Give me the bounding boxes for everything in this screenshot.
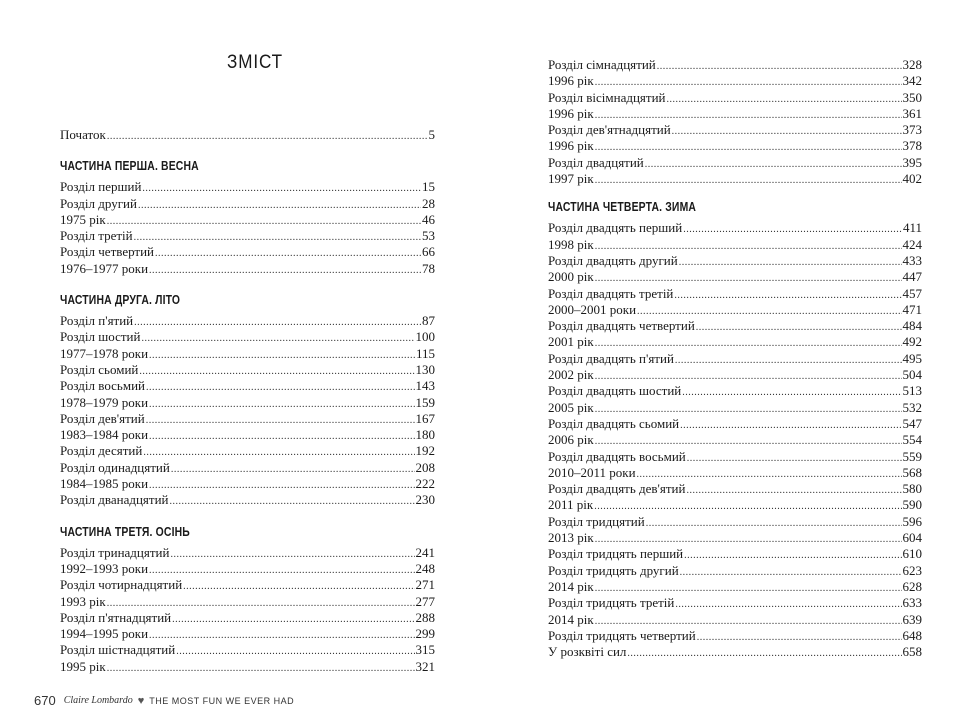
toc-entry-title: Розділ перший — [60, 179, 142, 195]
spacer — [60, 143, 435, 157]
toc-entry — [548, 334, 922, 350]
toc-entry-page: 633 — [902, 595, 922, 611]
toc-entry — [60, 329, 435, 345]
toc-entry-page: 159 — [415, 394, 435, 410]
toc-entry — [548, 481, 922, 497]
toc-entry — [60, 577, 435, 593]
toc-entry-page: 639 — [902, 611, 922, 627]
toc-entry-title: Розділ двадцять шостий — [548, 383, 682, 399]
toc-leader-dots — [675, 595, 901, 611]
part-heading: ЧАСТИНА ЧЕТВЕРТА. ЗИМА — [548, 199, 697, 215]
toc-leader-dots — [146, 378, 415, 394]
toc-leader-dots — [134, 313, 421, 329]
toc-entry-title: Розділ восьмий — [60, 378, 145, 394]
toc-leader-dots — [138, 196, 421, 212]
toc-entry-title: Розділ чотирнадцятий — [60, 577, 183, 593]
toc-entry — [60, 492, 435, 508]
toc-entry — [60, 362, 435, 378]
toc-entry-title: 1997 рік — [548, 171, 594, 187]
toc-leader-dots — [134, 228, 421, 244]
toc-entry-page: 361 — [902, 105, 922, 121]
toc-entry — [548, 628, 922, 644]
toc-leader-dots — [595, 579, 902, 595]
toc-entry-page: 299 — [415, 626, 435, 642]
toc-entry — [548, 302, 922, 318]
toc-leader-dots — [107, 127, 428, 143]
toc-entry — [548, 563, 922, 579]
toc-entry-title: 2005 рік — [548, 399, 594, 415]
toc-entry-page: 192 — [415, 443, 435, 459]
toc-entry-title: Розділ тридцятий — [548, 513, 645, 529]
toc-leader-dots — [149, 476, 414, 492]
toc-entry-page: 288 — [415, 609, 435, 625]
toc-entry — [60, 443, 435, 459]
toc-entry-title: Розділ другий — [60, 195, 137, 211]
toc-leader-dots — [696, 318, 902, 334]
toc-leader-dots — [170, 545, 414, 561]
toc-leader-dots — [149, 261, 421, 277]
right-toc-column — [548, 57, 922, 660]
toc-leader-dots — [149, 395, 414, 411]
toc-entry — [548, 514, 922, 530]
toc-entry — [60, 313, 435, 329]
toc-entry-page: 53 — [422, 228, 435, 244]
toc-entry-page: 628 — [902, 578, 922, 594]
toc-entry-title: 1984–1985 роки — [60, 476, 149, 492]
toc-entry — [548, 138, 922, 154]
toc-entry — [60, 346, 435, 362]
toc-leader-dots — [149, 346, 415, 362]
spacer — [548, 187, 922, 198]
toc-leader-dots — [595, 138, 902, 154]
toc-entry-page: 5 — [428, 127, 435, 142]
left-toc-column — [60, 127, 435, 675]
toc-entry-page: 596 — [902, 513, 922, 529]
toc-entry — [548, 644, 922, 660]
toc-entry-title: Розділ тридцять перший — [548, 546, 684, 562]
toc-entry-page: 580 — [902, 481, 922, 497]
toc-entry-title: 2013 рік — [548, 530, 594, 546]
toc-leader-dots — [146, 411, 415, 427]
toc-entry-title: Розділ тринадцятий — [60, 544, 170, 560]
toc-entry — [60, 261, 435, 277]
toc-entry-title: 2011 рік — [548, 497, 594, 513]
toc-entry-page: 547 — [902, 415, 922, 431]
toc-leader-dots — [595, 237, 902, 253]
toc-leader-dots — [107, 659, 415, 675]
toc-leader-dots — [646, 514, 902, 530]
toc-entry-title: Розділ шостий — [60, 329, 141, 345]
toc-entry — [548, 318, 922, 334]
toc-leader-dots — [172, 610, 414, 626]
toc-entry-title: Розділ двадцять перший — [548, 220, 683, 236]
toc-entry-title: Розділ двадцять дев'ятий — [548, 481, 686, 497]
toc-entry-title: Розділ вісімнадцятий — [548, 89, 666, 105]
toc-entry — [548, 367, 922, 383]
spacer — [60, 277, 435, 291]
toc-leader-dots — [595, 269, 902, 285]
toc-leader-dots — [171, 460, 415, 476]
toc-entry-page: 222 — [415, 476, 435, 492]
toc-leader-dots — [680, 563, 902, 579]
toc-leader-dots — [672, 122, 902, 138]
toc-leader-dots — [595, 106, 902, 122]
toc-entry-title: Розділ дев'ятнадцятий — [548, 122, 671, 138]
toc-entry-page: 604 — [902, 530, 922, 546]
toc-entry-page: 350 — [902, 89, 922, 105]
toc-entry — [548, 416, 922, 432]
toc-leader-dots — [595, 334, 902, 350]
toc-entry-title: Розділ дванадцятий — [60, 492, 169, 508]
toc-leader-dots — [595, 73, 902, 89]
toc-entry-title: Розділ п'ятнадцятий — [60, 609, 172, 625]
toc-entry-page: 28 — [422, 195, 435, 211]
toc-entry — [60, 610, 435, 626]
toc-entry — [60, 545, 435, 561]
toc-leader-dots — [141, 329, 414, 345]
toc-entry — [548, 73, 922, 89]
toc-leader-dots — [683, 220, 902, 236]
toc-leader-dots — [594, 497, 901, 513]
toc-entry-title: Початок — [60, 127, 106, 142]
toc-entry — [548, 57, 922, 73]
toc-entry-title: 1995 рік — [60, 658, 106, 674]
toc-entry — [548, 253, 922, 269]
toc-entry-title: Розділ сьомий — [60, 361, 139, 377]
toc-entry-title: Розділ двадцять третій — [548, 285, 674, 301]
toc-entry-page: 484 — [902, 318, 922, 334]
toc-entry — [548, 106, 922, 122]
toc-entry-page: 143 — [415, 378, 435, 394]
toc-entry-page: 328 — [902, 57, 922, 72]
toc-leader-dots — [595, 171, 902, 187]
toc-entry-page: 424 — [902, 236, 922, 252]
toc-entry-page: 277 — [415, 593, 435, 609]
toc-entry — [60, 127, 435, 143]
toc-entry-page: 554 — [902, 432, 922, 448]
toc-leader-dots — [687, 449, 902, 465]
toc-entry-title: Розділ десятий — [60, 443, 143, 459]
toc-leader-dots — [595, 400, 902, 416]
toc-leader-dots — [684, 546, 901, 562]
toc-entry-page: 230 — [415, 492, 435, 508]
toc-entry-page: 590 — [902, 497, 922, 513]
toc-entry-title: 2001 рік — [548, 334, 594, 350]
toc-entry-page: 321 — [415, 658, 435, 674]
toc-entry-page: 373 — [902, 122, 922, 138]
toc-entry-page: 532 — [902, 399, 922, 415]
toc-leader-dots — [637, 302, 901, 318]
toc-entry-page: 623 — [902, 562, 922, 578]
toc-entry-title: 2006 рік — [548, 432, 594, 448]
toc-entry-page: 241 — [415, 544, 435, 560]
toc-leader-dots — [697, 628, 902, 644]
toc-entry-title: 2010–2011 роки — [548, 464, 636, 480]
toc-leader-dots — [149, 427, 414, 443]
toc-entry-page: 208 — [415, 459, 435, 475]
toc-entry-title: 1983–1984 роки — [60, 427, 149, 443]
toc-entry-page: 492 — [902, 334, 922, 350]
toc-entry — [548, 579, 922, 595]
toc-entry-title: 1993 рік — [60, 593, 106, 609]
toc-entry — [60, 212, 435, 228]
toc-leader-dots — [595, 530, 902, 546]
toc-leader-dots — [637, 465, 902, 481]
toc-leader-dots — [595, 432, 902, 448]
toc-entry-title: Розділ сімнадцятий — [548, 57, 656, 72]
toc-entry-page: 471 — [902, 301, 922, 317]
toc-entry-page: 46 — [422, 211, 435, 227]
toc-leader-dots — [107, 212, 421, 228]
toc-entry-page: 15 — [422, 179, 435, 195]
toc-entry-title: Розділ двадцятий — [548, 154, 644, 170]
toc-entry-page: 658 — [902, 644, 922, 660]
toc-entry-title: Розділ тридцять третій — [548, 595, 675, 611]
toc-entry — [548, 237, 922, 253]
toc-entry-page: 495 — [902, 350, 922, 366]
toc-entry-page: 315 — [415, 642, 435, 658]
toc-entry-page: 447 — [902, 269, 922, 285]
toc-entry — [548, 595, 922, 611]
toc-entry — [548, 220, 922, 236]
toc-entry-title: 1996 рік — [548, 73, 594, 89]
toc-entry-page: 130 — [415, 361, 435, 377]
toc-entry — [60, 460, 435, 476]
toc-entry-page: 167 — [415, 410, 435, 426]
heart-icon: ♥ — [137, 694, 145, 707]
toc-entry-page: 457 — [902, 285, 922, 301]
toc-entry — [548, 383, 922, 399]
toc-entry — [60, 594, 435, 610]
toc-entry — [60, 659, 435, 675]
toc-entry — [60, 427, 435, 443]
toc-entry — [60, 642, 435, 658]
toc-leader-dots — [675, 351, 902, 367]
toc-entry — [548, 155, 922, 171]
toc-entry — [548, 465, 922, 481]
contents-title: ЗМІСТ — [226, 52, 284, 73]
toc-entry-page: 87 — [422, 313, 435, 329]
toc-entry-title: Розділ двадцять п'ятий — [548, 350, 674, 366]
toc-leader-dots — [595, 367, 902, 383]
toc-entry — [60, 626, 435, 642]
toc-entry — [548, 546, 922, 562]
toc-entry-page: 115 — [415, 345, 435, 361]
toc-entry — [60, 179, 435, 195]
toc-entry — [60, 476, 435, 492]
toc-entry — [548, 432, 922, 448]
toc-entry-title: 2000 рік — [548, 269, 594, 285]
toc-entry — [60, 411, 435, 427]
toc-entry-title: 1998 рік — [548, 236, 594, 252]
toc-leader-dots — [680, 416, 901, 432]
toc-entry-page: 342 — [902, 73, 922, 89]
toc-entry-page: 180 — [415, 427, 435, 443]
toc-entry — [548, 449, 922, 465]
toc-entry-page: 504 — [902, 367, 922, 383]
toc-entry-page: 402 — [902, 171, 922, 187]
toc-entry-title: 1994–1995 роки — [60, 626, 149, 642]
footer-book-title: THE MOST FUN WE EVER HAD — [149, 695, 295, 706]
toc-leader-dots — [686, 481, 901, 497]
toc-leader-dots — [595, 612, 902, 628]
footer-author: Claire Lombardo — [63, 695, 133, 706]
right-page — [490, 0, 980, 726]
page-footer — [34, 693, 294, 708]
toc-entry-page: 610 — [902, 546, 922, 562]
toc-entry-title: У розквіті сил — [548, 644, 627, 660]
spacer — [60, 509, 435, 523]
toc-leader-dots — [170, 492, 415, 508]
toc-entry-page: 648 — [902, 627, 922, 643]
toc-leader-dots — [149, 626, 414, 642]
toc-entry — [548, 269, 922, 285]
toc-entry-page: 433 — [902, 252, 922, 268]
toc-entry-title: Розділ тридцять другий — [548, 562, 679, 578]
toc-entry-page: 271 — [415, 577, 435, 593]
toc-entry — [548, 530, 922, 546]
toc-entry-title: Розділ третій — [60, 228, 133, 244]
toc-leader-dots — [176, 642, 414, 658]
toc-entry — [60, 561, 435, 577]
part-heading: ЧАСТИНА ДРУГА. ЛІТО — [60, 292, 181, 308]
part-heading: ЧАСТИНА ПЕРША. ВЕСНА — [60, 158, 199, 174]
toc-leader-dots — [139, 362, 414, 378]
toc-entry-title: Розділ двадцять сьомий — [548, 415, 680, 431]
toc-leader-dots — [143, 443, 414, 459]
toc-entry-title: Розділ тридцять четвертий — [548, 627, 696, 643]
toc-leader-dots — [667, 90, 902, 106]
toc-entry-title: Розділ п'ятий — [60, 313, 134, 329]
toc-entry-title: Розділ двадцять другий — [548, 252, 678, 268]
toc-entry-title: Розділ четвертий — [60, 244, 155, 260]
toc-entry — [548, 90, 922, 106]
toc-leader-dots — [155, 244, 421, 260]
toc-entry-title: 2014 рік — [548, 578, 594, 594]
toc-leader-dots — [645, 155, 902, 171]
toc-entry-title: Розділ дев'ятий — [60, 410, 145, 426]
toc-entry-page: 100 — [415, 329, 435, 345]
toc-entry-title: 1975 рік — [60, 211, 106, 227]
toc-leader-dots — [107, 594, 415, 610]
toc-entry — [548, 171, 922, 187]
toc-entry — [60, 228, 435, 244]
toc-entry-title: 1976–1977 роки — [60, 260, 149, 276]
toc-entry-page: 248 — [415, 560, 435, 576]
toc-entry — [548, 351, 922, 367]
toc-entry-page: 568 — [902, 464, 922, 480]
toc-entry-page: 66 — [422, 244, 435, 260]
page-number: 670 — [34, 693, 56, 708]
toc-entry-page: 395 — [902, 154, 922, 170]
toc-entry-page: 559 — [902, 448, 922, 464]
toc-entry — [548, 612, 922, 628]
toc-entry-title: Розділ одинадцятий — [60, 459, 170, 475]
toc-entry — [60, 244, 435, 260]
toc-entry — [60, 196, 435, 212]
toc-entry-page: 378 — [902, 138, 922, 154]
toc-entry — [60, 378, 435, 394]
toc-entry-title: 2000–2001 роки — [548, 301, 637, 317]
toc-entry — [548, 286, 922, 302]
toc-leader-dots — [183, 577, 414, 593]
toc-leader-dots — [657, 57, 902, 73]
toc-entry-page: 78 — [422, 260, 435, 276]
toc-entry — [548, 497, 922, 513]
toc-leader-dots — [682, 383, 901, 399]
toc-entry-title: 1977–1978 роки — [60, 345, 149, 361]
toc-leader-dots — [149, 561, 414, 577]
toc-entry-title: 1996 рік — [548, 138, 594, 154]
toc-entry-title: 1992–1993 роки — [60, 560, 149, 576]
toc-entry-title: 2014 рік — [548, 611, 594, 627]
toc-entry — [60, 395, 435, 411]
toc-leader-dots — [679, 253, 902, 269]
toc-entry-title: 2002 рік — [548, 367, 594, 383]
toc-entry-title: Розділ двадцять восьмий — [548, 448, 686, 464]
toc-leader-dots — [142, 179, 421, 195]
toc-entry-page: 513 — [902, 383, 922, 399]
part-heading: ЧАСТИНА ТРЕТЯ. ОСІНЬ — [60, 523, 190, 539]
toc-entry-title: 1996 рік — [548, 105, 594, 121]
toc-entry-title: Розділ шістнадцятий — [60, 642, 176, 658]
toc-leader-dots — [627, 644, 901, 660]
toc-entry — [548, 400, 922, 416]
toc-entry-page: 411 — [902, 220, 922, 236]
toc-entry-title: Розділ двадцять четвертий — [548, 318, 695, 334]
toc-entry-title: 1978–1979 роки — [60, 394, 149, 410]
toc-entry — [548, 122, 922, 138]
toc-leader-dots — [674, 286, 901, 302]
